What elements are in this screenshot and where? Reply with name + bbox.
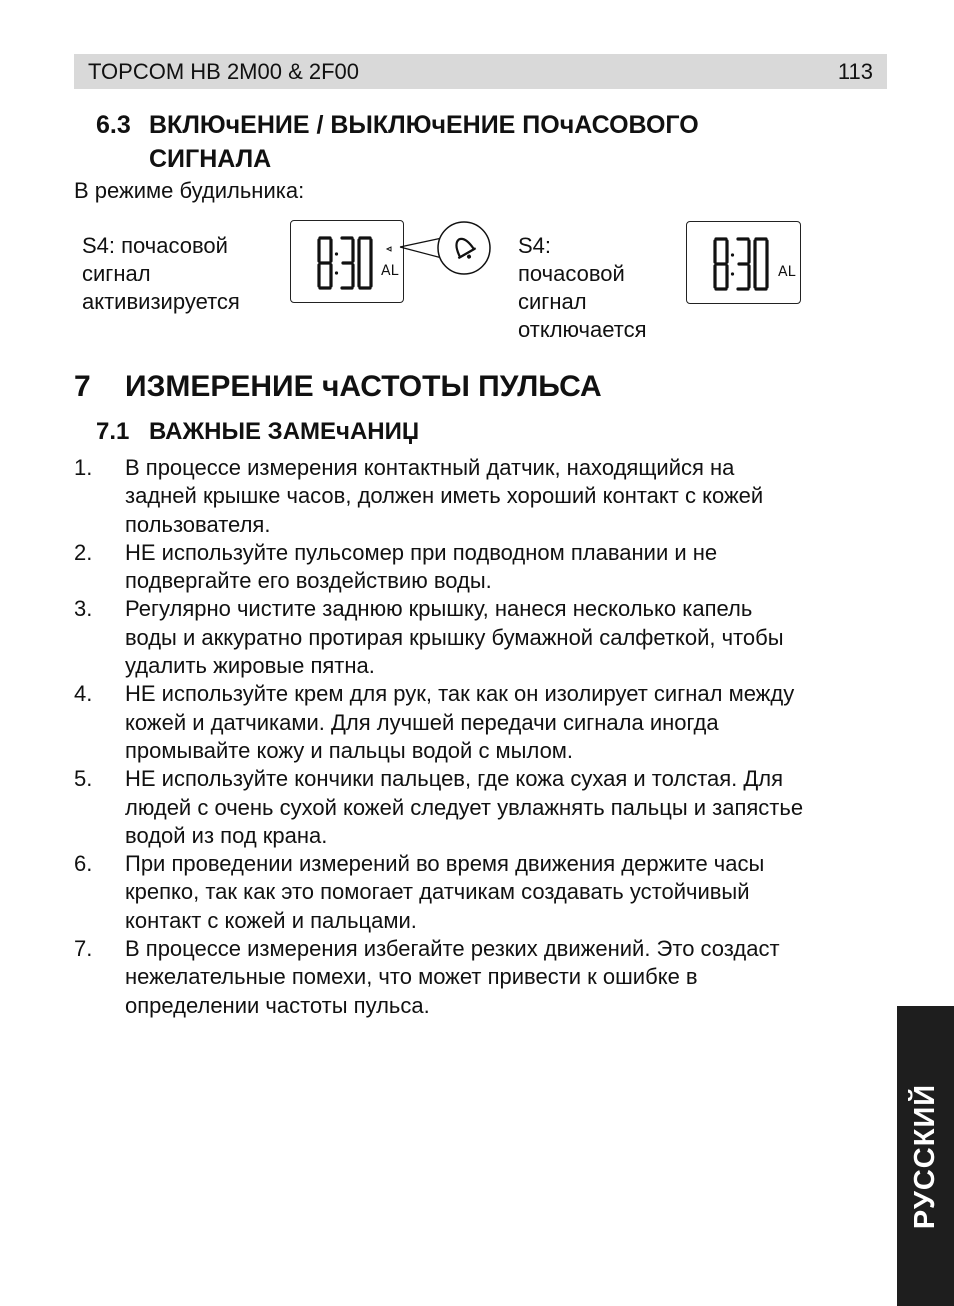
list-item-line: При проведении измерений во время движения держите часы [125, 851, 765, 877]
list-item-line: воды и аккуратно протирая крышку бумажной салфеткой, чтобы [125, 624, 784, 650]
language-tab [897, 1006, 954, 1306]
list-item-line: крепко, так как это помогает датчикам создавать устойчивый [125, 879, 750, 905]
subsection-number: 7.1 [96, 418, 130, 445]
list-item-line: людей с очень сухой кожей следует увлажнять пальцы и запястье [125, 794, 804, 820]
document-title: TOPCOM HB 2M00 & 2F00 [88, 58, 360, 84]
list-item-line: В процессе измерения контактный датчик, находящийся на [125, 455, 735, 480]
subsection-title: ВАЖНЫЕ ЗАМЕчАНИЏ [149, 418, 420, 445]
section-7-heading [74, 370, 602, 404]
section-title-line2: СИГНАЛА [149, 145, 272, 173]
list-item-line: НЕ используйте крем для рук, так как он изолирует сигнал между [125, 681, 795, 707]
al-indicator: AL [381, 263, 399, 279]
list-item-line: нежелательные помехи, что может привести к ошибке в [125, 964, 698, 990]
list-item-line: задней крышке часов, должен иметь хороший контакт с кожей [125, 483, 764, 509]
list-item-number: 1. [74, 455, 93, 480]
list-item-number: 7. [74, 936, 93, 962]
list-item [74, 680, 894, 765]
list-item-line: определении частоты пульса. [125, 992, 430, 1018]
list-item-line: контакт с кожей и пальцами. [125, 907, 417, 933]
list-item-number: 3. [74, 596, 93, 622]
list-item [74, 595, 894, 680]
lcd-digits [291, 221, 405, 304]
notes-list [74, 454, 894, 1020]
list-item-line: НЕ используйте кончики пальцев, где кожа сухая и толстая. Для [125, 766, 784, 792]
list-item-number: 6. [74, 851, 93, 877]
list-item-line: удалить жировые пятна. [125, 653, 375, 679]
lcd-display-active [290, 220, 404, 303]
page-header [74, 54, 887, 89]
lcd-digits [687, 222, 802, 305]
language-tab-label: РУССКИЙ [909, 1083, 941, 1229]
right-description [518, 232, 647, 344]
list-item [74, 765, 894, 850]
list-item [74, 935, 894, 1020]
right-desc-line: сигнал [518, 289, 587, 314]
intro-text: В режиме будильника: [74, 178, 305, 203]
section-6-3-heading [96, 108, 886, 176]
list-item-line: водой из под крана. [125, 822, 328, 848]
section-title-line1: ВКЛЮчЕНИЕ / ВЫКЛЮчЕНИЕ ПОчАСОВОГО [149, 111, 699, 139]
section-7-1-heading [96, 418, 419, 446]
left-description [82, 232, 240, 316]
list-item [74, 850, 894, 935]
section-title: ИЗМЕРЕНИЕ чАСТОТЫ ПУЛЬСА [125, 370, 602, 403]
left-desc-line: сигнал [82, 261, 151, 286]
list-item-line: В процессе измерения избегайте резких движений. Это создаст [125, 936, 780, 962]
list-item-number: 5. [74, 766, 93, 792]
list-item-line: подвергайте его воздействию воды. [125, 568, 492, 594]
lcd-display-inactive [686, 221, 801, 304]
al-indicator: AL [778, 264, 796, 280]
page-number: 113 [837, 58, 873, 84]
list-item-line: Регулярно чистите заднюю крышку, нанеся несколько капель [125, 596, 753, 622]
list-item-number: 2. [74, 539, 93, 565]
section-number: 6.3 [96, 111, 131, 139]
right-desc-line: S4: [518, 233, 552, 258]
list-item-line: НЕ используйте пульсомер при подводном плавании и не [125, 539, 718, 565]
section-number: 7 [74, 370, 91, 403]
right-desc-line: отключается [518, 317, 647, 342]
list-item-line: кожей и датчиками. Для лучшей передачи сигнала иногда [125, 709, 719, 735]
list-item-line: пользователя. [125, 511, 271, 537]
list-item [74, 454, 894, 539]
list-item-number: 4. [74, 681, 93, 707]
list-item [74, 539, 894, 596]
left-desc-line: S4: почасовой [82, 233, 228, 258]
right-desc-line: почасовой [518, 261, 625, 286]
bell-callout [398, 220, 494, 280]
list-item-line: промывайте кожу и пальцы водой с мылом. [125, 737, 574, 763]
left-desc-line: активизируется [82, 289, 240, 314]
